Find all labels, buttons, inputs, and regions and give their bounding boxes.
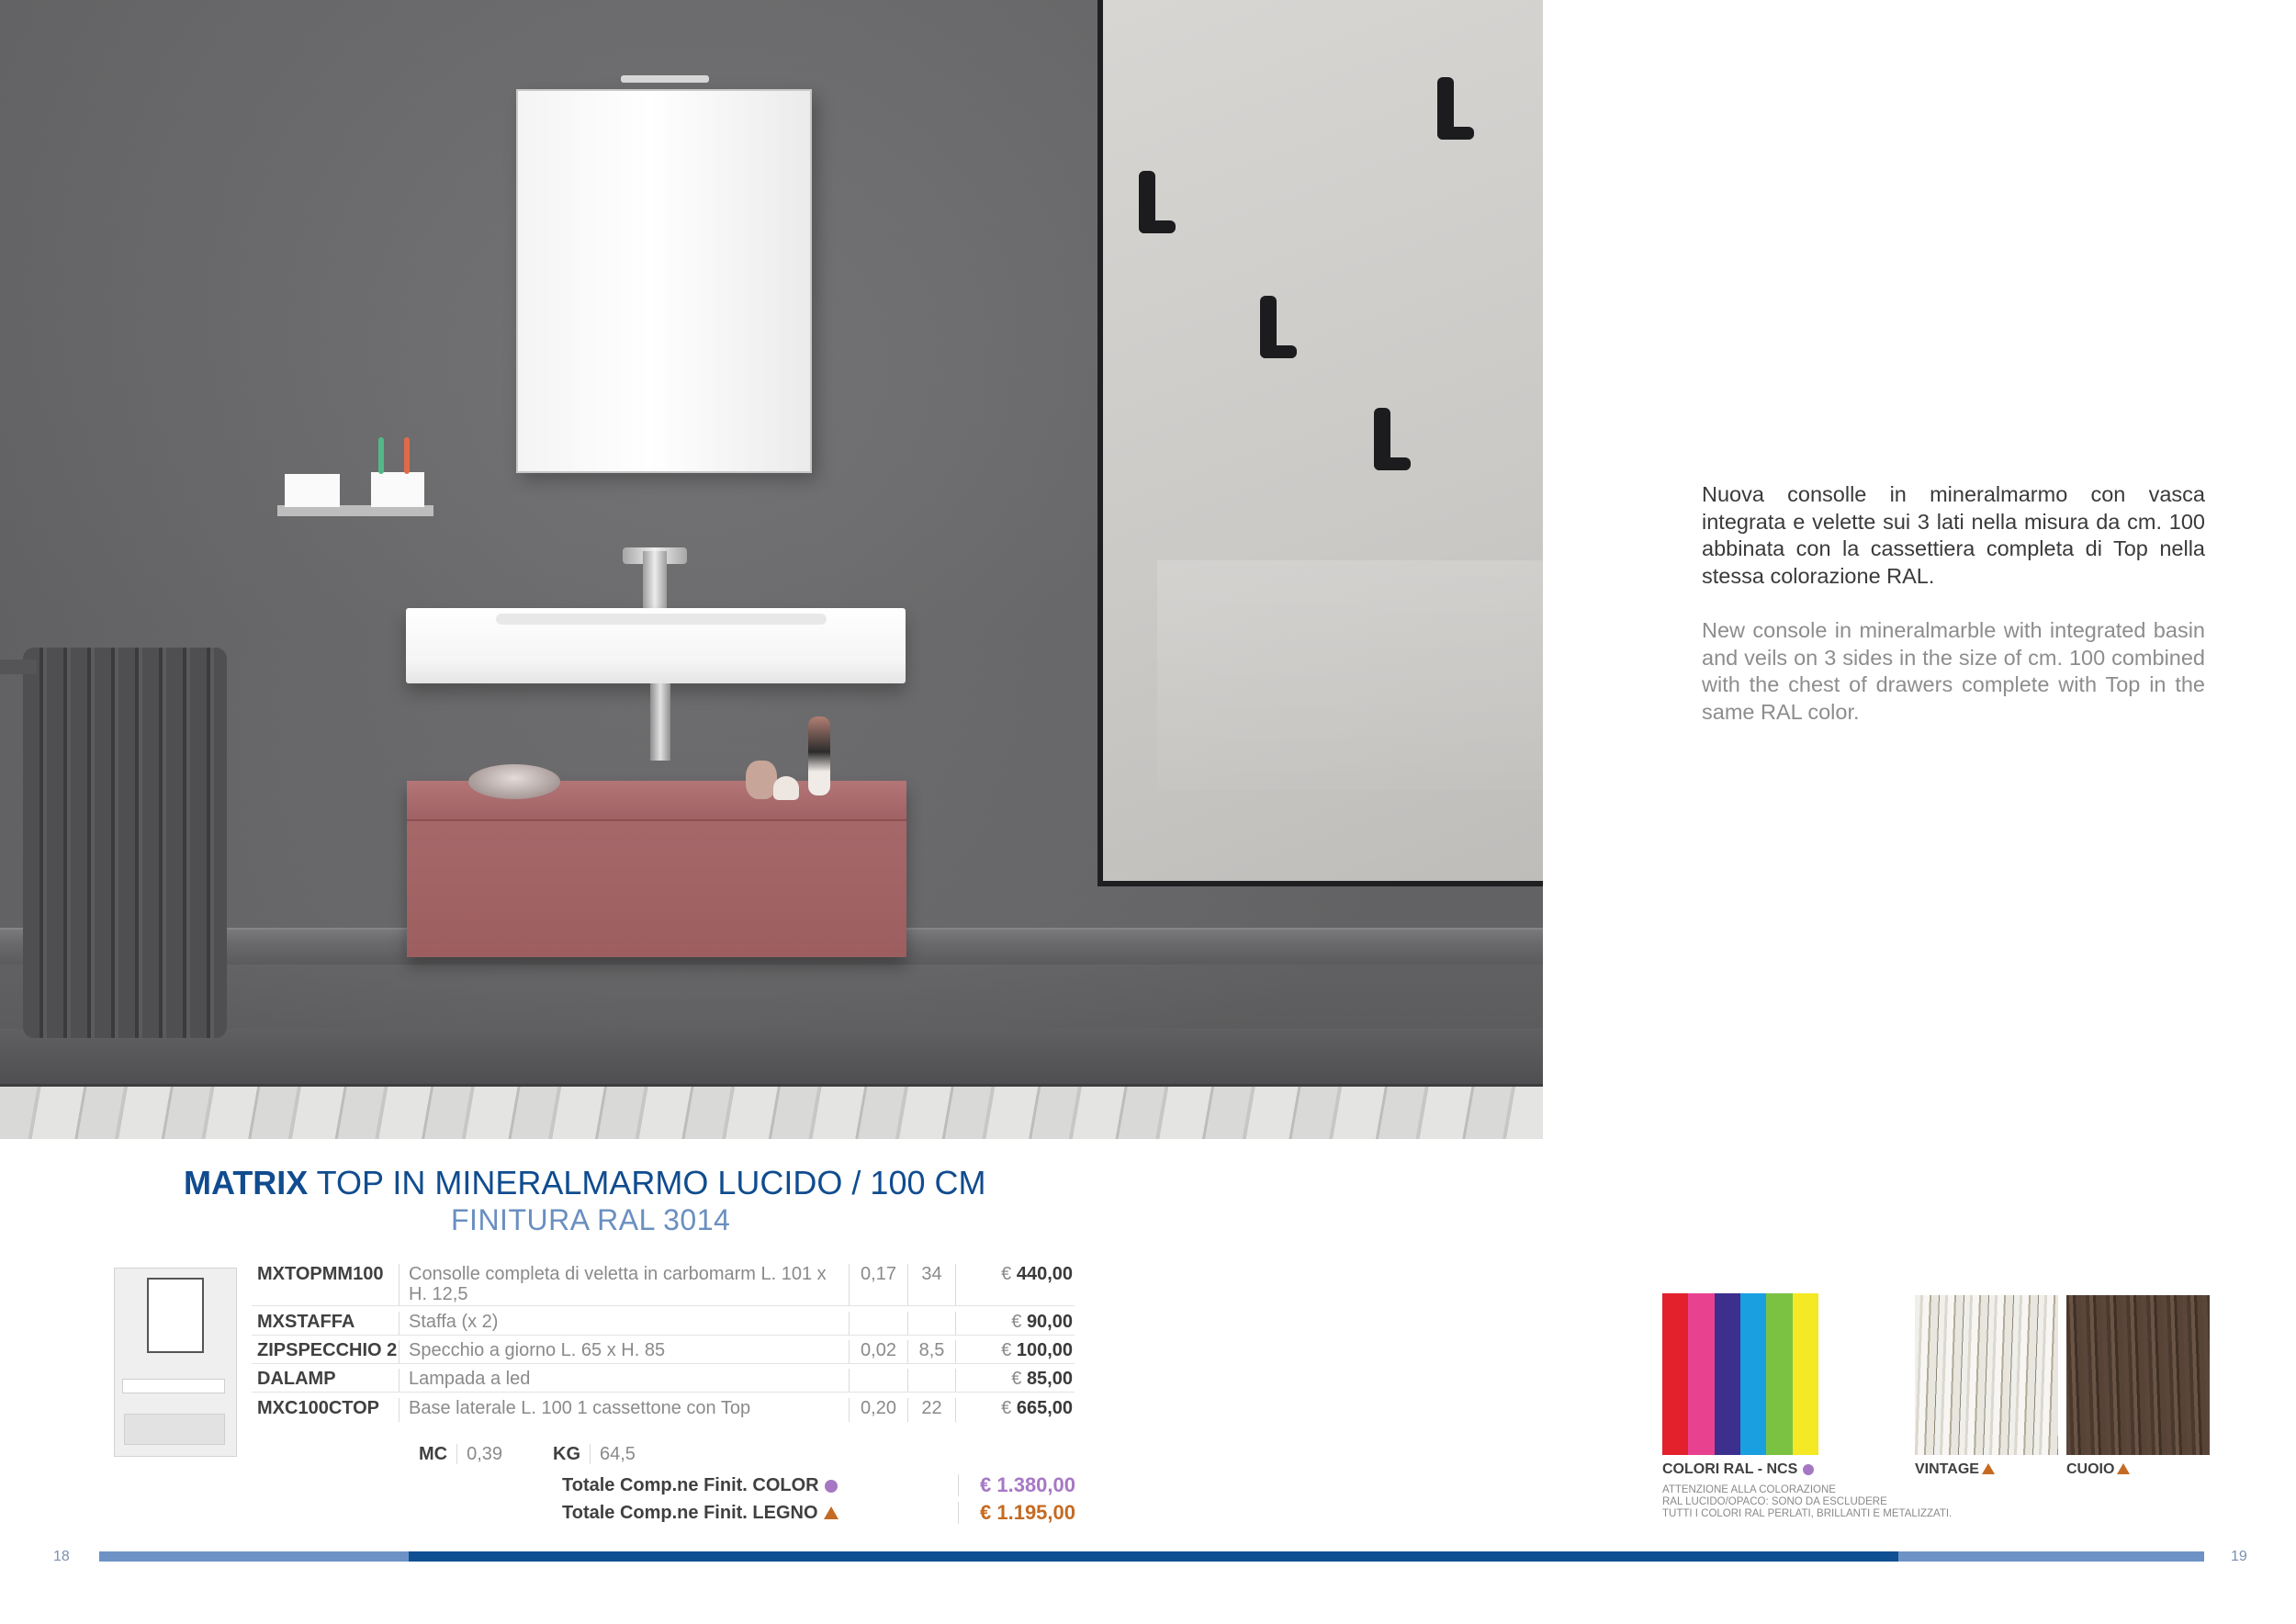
purple-dot-icon — [1803, 1464, 1814, 1475]
item-kg: 8,5 — [907, 1340, 955, 1363]
item-code: MXSTAFFA — [257, 1312, 355, 1332]
wall-hook-icon — [1139, 171, 1155, 233]
orange-triangle-icon — [824, 1506, 838, 1519]
cuoio-swatch-label: CUOIO — [2066, 1460, 2130, 1479]
wall-hook-icon — [1260, 296, 1277, 358]
table-row — [252, 1340, 1075, 1364]
item-description: Specchio a giorno L. 65 x H. 85 — [399, 1340, 849, 1363]
vintage-swatch-label: VINTAGE — [1915, 1460, 1995, 1479]
table-row — [252, 1369, 1075, 1393]
orange-triangle-icon — [1982, 1463, 1995, 1474]
item-price: € 665,00 — [955, 1398, 1075, 1422]
item-code: DALAMP — [257, 1369, 336, 1389]
mirror — [516, 89, 812, 473]
table-row — [252, 1264, 1075, 1306]
item-price: € 100,00 — [955, 1340, 1075, 1363]
wall-hook-icon — [1374, 408, 1390, 470]
item-description: Consolle completa di veletta in carbomarm L. 101 x H. 12,5 — [399, 1264, 849, 1305]
ral-swatch-label: COLORI RAL - NCS — [1662, 1460, 1814, 1479]
kg-total: KG 64,5 — [553, 1444, 636, 1464]
item-mc — [849, 1369, 907, 1392]
finish-subtitle: FINITURA RAL 3014 — [451, 1203, 731, 1236]
faucet — [643, 551, 667, 608]
radiator — [23, 648, 227, 1038]
item-description: Staffa (x 2) — [399, 1312, 849, 1335]
wooden-floor — [0, 1084, 1543, 1139]
vintage-wood-swatch — [1915, 1295, 2058, 1455]
item-kg: 22 — [907, 1398, 955, 1422]
description-italian: Nuova consolle in mineralmarmo con vasca integrata e velette sui 3 lati nella misura da cm. 100 abbinata con la cassettiera completa di Top nella stessa colorazione RAL. — [1702, 482, 2205, 588]
orange-triangle-icon — [2117, 1463, 2130, 1474]
item-price: € 85,00 — [955, 1369, 1075, 1392]
total-legno-value: € 1.195,00 — [958, 1502, 1075, 1524]
product-brand: MATRIX — [184, 1164, 309, 1201]
purple-dot-icon — [825, 1480, 838, 1493]
item-description: Lampada a led — [399, 1369, 849, 1392]
item-mc: 0,17 — [849, 1264, 907, 1305]
composition-thumbnail — [114, 1268, 237, 1457]
total-color-value: € 1.380,00 — [958, 1474, 1075, 1496]
footer-bar-highlight — [409, 1551, 1898, 1562]
total-legno-label: Totale Comp.ne Finit. LEGNO — [562, 1502, 838, 1524]
description-english: New console in mineralmarble with integrated basin and veils on 3 sides in the size of cm. 100 combined with the chest of drawers complete with Top in the same RAL color. — [1702, 618, 2205, 724]
item-mc — [849, 1312, 907, 1335]
mirror-lamp — [621, 75, 709, 83]
item-kg — [907, 1369, 955, 1392]
item-code: MXC100CTOP — [257, 1398, 380, 1418]
item-kg: 34 — [907, 1264, 955, 1305]
product-photo — [0, 0, 1543, 1139]
product-title — [184, 1165, 986, 1201]
item-code: ZIPSPECCHIO 2 — [257, 1340, 398, 1360]
cuoio-wood-swatch — [2066, 1295, 2210, 1455]
item-code: MXTOPMM100 — [257, 1264, 384, 1284]
mc-total: MC 0,39 — [419, 1444, 503, 1464]
total-color-label: Totale Comp.ne Finit. COLOR — [562, 1474, 838, 1496]
item-description: Base laterale L. 100 1 cassettone con Top — [399, 1398, 849, 1422]
page-number-right: 19 — [2231, 1549, 2247, 1564]
table-row — [252, 1312, 1075, 1336]
ral-color-swatch — [1662, 1293, 1818, 1455]
product-description — [1702, 481, 2205, 726]
wall-hook-icon — [1437, 77, 1454, 140]
item-mc: 0,02 — [849, 1340, 907, 1363]
page-number-left: 18 — [53, 1549, 70, 1564]
item-price: € 440,00 — [955, 1264, 1075, 1305]
item-mc: 0,20 — [849, 1398, 907, 1422]
item-kg — [907, 1312, 955, 1335]
table-row — [252, 1398, 1075, 1422]
color-notes: ATTENZIONE ALLA COLORAZIONE RAL LUCIDO/OPACO: SONO DA ESCLUDERE TUTTI I COLORI RAL PERLATI, BRILLANTI E METALIZZATI. — [1662, 1484, 1953, 1519]
product-name: TOP IN MINERALMARMO LUCIDO / 100 CM — [308, 1164, 986, 1201]
item-price: € 90,00 — [955, 1312, 1075, 1335]
